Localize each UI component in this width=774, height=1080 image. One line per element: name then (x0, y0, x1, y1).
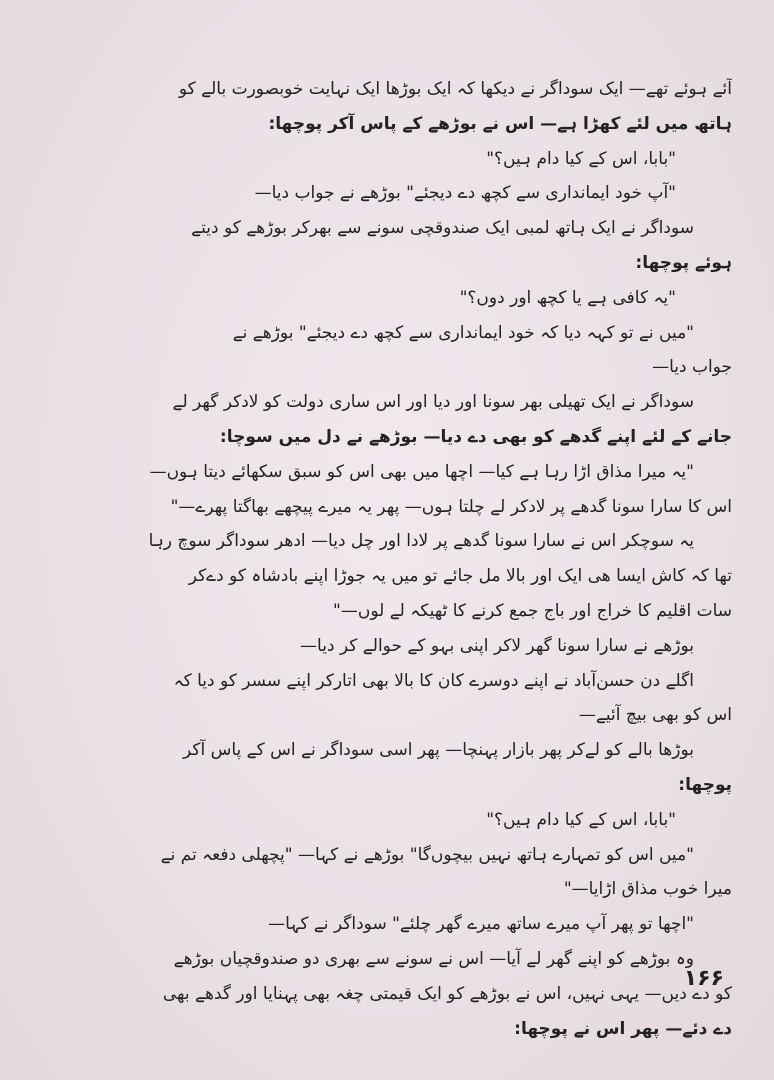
text-line: بوڑھے نے سارا سونا گھر لاکر اپنی بہو کے حوالے کر دیا— (300, 635, 694, 656)
text-line: یہ سوچکر اس نے سارا سونا گدھے پر لادا اور چل دیا— ادھر سوداگر سوچ رہا (148, 531, 694, 552)
text-line: آئے ہوئے تھے— ایک سوداگر نے دیکھا کہ ایک بوڑھا ایک نہایت خوبصورت بالے کو (178, 79, 732, 99)
text-line: تھا کہ کاش ایسا ھی ایک اور بالا مل جائے تو میں یہ جوڑا اپنے بادشاہ کو دےکر (188, 566, 732, 587)
text-line: اس کا سارا سونا گدھے پر لادکر لے چلتا ہوں— پھر یہ میرے پیچھے بھاگتا پھرے—" (170, 496, 732, 517)
text-line: وہ بوڑھے کو اپنے گھر لے آیا— اس نے سونے سے بھری دو صندوقچیاں بوڑھے (173, 948, 694, 969)
text-line: سوداگر نے ایک ہاتھ لمبی ایک صندوقچی سونے سے بھرکر بوڑھے کو دیتے (191, 218, 694, 239)
text-line: "میں اس کو تمہارے ہاتھ نہیں بیچوں‌گا" بوڑھے نے کہا— "پچھلی دفعہ تم نے (160, 844, 694, 865)
text-line: "بابا، اس کے کیا دام ہیں؟" (486, 148, 676, 169)
text-line: ہاتھ میں لئے کھڑا ہے— اس نے بوڑھے کے پاس آکر پوچھا: (268, 113, 732, 134)
text-line: "اچھا تو پھر آپ میرے ساتھ میرے گھر چلئے" سوداگر نے کہا— (268, 914, 694, 935)
text-line: سوداگر نے ایک تھیلی بھر سونا اور دیا اور اس ساری دولت کو لادکر گھر لے (172, 392, 694, 413)
text-line: "یہ کافی ہے یا کچھ اور دوں؟" (459, 287, 676, 308)
text-line: ہوئے پوچھا: (635, 252, 732, 273)
page-number: ۱۶۶ (683, 966, 724, 991)
text-line: "یہ میرا مذاق اڑا رہا ہے کیا— اچھا میں بھی اس کو سبق سکھائے دیتا ہوں— (149, 461, 694, 482)
text-line: اگلے دن حسن‌آباد نے اپنے دوسرے کان کا بالا بھی اتارکر اپنے سسر کو دیا کہ (173, 670, 694, 691)
text-line: جانے کے لئے اپنے گدھے کو بھی دے دیا— بوڑھے نے دل میں سوچا: (219, 426, 732, 447)
text-line: اس کو بھی بیچ آئیے— (578, 705, 732, 726)
text-line: جواب دیا— (652, 357, 732, 378)
body-text (42, 72, 732, 1046)
text-line: پوچھا: (678, 774, 732, 795)
text-line: دے دئے— پھر اس نے پوچھا: (514, 1018, 732, 1039)
text-line: بوڑھا بالے کو لےکر پھر بازار پہنچا— پھر اسی سوداگر نے اس کے پاس آکر (183, 740, 694, 761)
text-line: "بابا، اس کے کیا دام ہیں؟" (486, 809, 676, 830)
text-line: "آپ خود ایمانداری سے کچھ دے دیجئے" بوڑھے نے جواب دیا— (254, 183, 676, 204)
text-line: "میں نے تو کہہ دیا کہ خود ایمانداری سے کچھ دے دیجئے" بوڑھے نے (232, 322, 694, 343)
text-line: میرا خوب مذاق اڑایا—" (563, 879, 732, 900)
text-line: کو دے دیں— یہی نہیں، اس نے بوڑھے کو ایک قیمتی چغہ بھی پہنایا اور گدھے بھی (162, 983, 732, 1004)
text-line: سات اقلیم کا خراج اور باج جمع کرنے کا ٹھیکہ لے لوں—" (333, 600, 732, 621)
